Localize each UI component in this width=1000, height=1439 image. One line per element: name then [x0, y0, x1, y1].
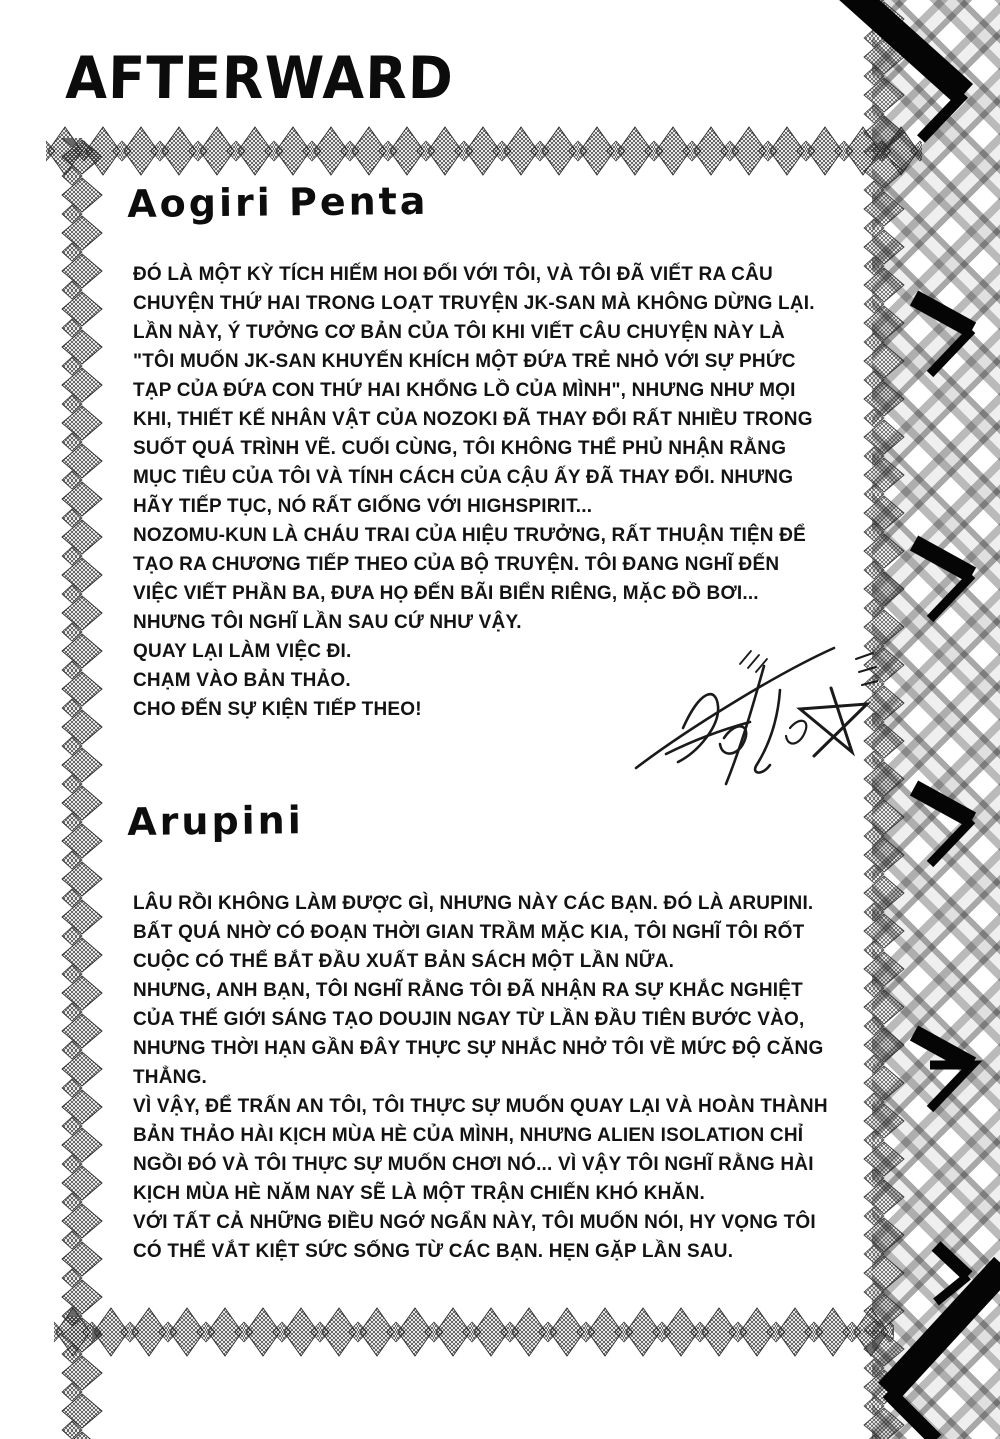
text-line: CHUYỆN THỨ HAI TRONG LOẠT TRUYỆN JK-SAN MÀ KHÔNG DỪNG LẠI. — [133, 293, 815, 314]
text-line: NGỒI ĐÓ VÀ TÔI THỰC SỰ MUỐN CHƠI NÓ... VÌ VẬY TÔI NGHĨ RẰNG HÀI — [133, 1154, 814, 1175]
text-line: "TÔI MUỐN JK-SAN KHUYẾN KHÍCH MỘT ĐỨA TRẺ NHỎ VỚI SỰ PHỨC — [133, 351, 796, 372]
text-line: ĐÓ LÀ MỘT KỲ TÍCH HIẾM HOI ĐỐI VỚI TÔI, VÀ TÔI ĐÃ VIẾT RA CÂU — [133, 264, 773, 285]
text-line: VÌ VẬY, ĐỂ TRẤN AN TÔI, TÔI THỰC SỰ MUỐN QUAY LẠI VÀ HOÀN THÀNH — [133, 1096, 828, 1117]
left-border-band — [54, 138, 112, 1439]
text-line: KỊCH MÙA HÈ NĂM NAY SẼ LÀ MỘT TRẬN CHIẾN KHÓ KHĂN. — [133, 1183, 705, 1204]
page-title: AFTERWARD — [64, 44, 455, 113]
author-name-aogiri-penta: Aogiri Penta — [127, 178, 429, 226]
text-line: TẠP CỦA ĐỨA CON THỨ HAI KHỔNG LỒ CỦA MÌNH", NHƯNG NHƯ MỌI — [133, 380, 796, 401]
text-line: MỤC TIÊU CỦA TÔI VÀ TÍNH CÁCH CỦA CẬU ẤY ĐÃ THAY ĐỔI. NHƯNG — [133, 467, 794, 488]
text-line: HÃY TIẾP TỤC, NÓ RẤT GIỐNG VỚI HIGHSPIRIT... — [133, 496, 593, 517]
text-line: TẠO RA CHƯƠNG TIẾP THEO CỦA BỘ TRUYỆN. TÔI ĐANG NGHĨ ĐẾN — [133, 554, 780, 575]
text-line: CHO ĐẾN SỰ KIỆN TIẾP THEO! — [133, 699, 422, 720]
text-line: NHƯNG THỜI HẠN GẦN ĐÂY THỰC SỰ NHẮC NHỞ TÔI VỀ MỨC ĐỘ CĂNG — [133, 1038, 824, 1059]
author-signature-icon — [628, 632, 878, 792]
text-line: THẲNG. — [133, 1067, 208, 1088]
bottom-border-band — [54, 1304, 894, 1360]
text-line: BẢN THẢO HÀI KỊCH MÙA HÈ CỦA MÌNH, NHƯNG ALIEN ISOLATION CHỈ — [133, 1125, 804, 1146]
text-line: VIỆC VIẾT PHẦN BA, ĐƯA HỌ ĐẾN BÃI BIỂN RIÊNG, MẶC ĐỒ BƠI... — [133, 583, 759, 604]
afterword-paragraph-arupini — [133, 889, 893, 1266]
text-line: LẦN NÀY, Ý TƯỞNG CƠ BẢN CỦA TÔI KHI VIẾT CÂU CHUYỆN NÀY LÀ — [133, 322, 785, 343]
text-line: KHI, THIẾT KẾ NHÂN VẬT CỦA NOZOKI ĐÃ THAY ĐỔI RẤT NHIỀU TRONG — [133, 409, 813, 430]
text-line: SUỐT QUÁ TRÌNH VẼ. CUỐI CÙNG, TÔI KHÔNG THỂ PHỦ NHẬN RẰNG — [133, 438, 787, 459]
text-line: QUAY LẠI LÀM VIỆC ĐI. — [133, 641, 352, 662]
top-border-band — [46, 123, 922, 179]
text-line: NHƯNG, ANH BẠN, TÔI NGHĨ RẰNG TÔI ĐÃ NHẬN RA SỰ KHẮC NGHIỆT — [133, 980, 803, 1001]
text-line: CUỘC CÓ THỂ BẮT ĐẦU XUẤT BẢN SÁCH MỘT LẦN NỮA. — [133, 951, 675, 972]
chevron-icon — [914, 788, 972, 864]
text-line: CHẠM VÀO BẢN THẢO. — [133, 670, 351, 691]
chevron-icon — [914, 543, 972, 619]
text-line: VỚI TẤT CẢ NHỮNG ĐIỀU NGỚ NGẨN NÀY, TÔI MUỐN NÓI, HY VỌNG TÔI — [133, 1212, 816, 1233]
text-line: LÂU RỒI KHÔNG LÀM ĐƯỢC GÌ, NHƯNG NÀY CÁC BẠN. ĐÓ LÀ ARUPINI. — [133, 893, 814, 914]
text-line: NHƯNG TÔI NGHĨ LẦN SAU CỨ NHƯ VẬY. — [133, 612, 522, 633]
text-line: CÓ THỂ VẮT KIỆT SỨC SỐNG TỪ CÁC BẠN. HẸN GẶP LẦN SAU. — [133, 1241, 734, 1262]
text-line: BẤT QUÁ NHỜ CÓ ĐOẠN THỜI GIAN TRẦM MẶC KIA, TÔI NGHĨ TÔI RỐT — [133, 922, 805, 943]
chevron-icon — [846, 0, 964, 139]
chevron-icon — [914, 1033, 972, 1109]
author-name-arupini: Arupini — [127, 798, 304, 844]
text-line: NOZOMU-KUN LÀ CHÁU TRAI CỦA HIỆU TRƯỞNG, RẤT THUẬN TIỆN ĐỂ — [133, 525, 806, 546]
text-line: CỦA THẾ GIỚI SÁNG TẠO DOUJIN NGAY TỪ LẦN ĐẦU TIÊN BƯỚC VÀO, — [133, 1009, 805, 1030]
chevron-icon — [914, 298, 972, 374]
